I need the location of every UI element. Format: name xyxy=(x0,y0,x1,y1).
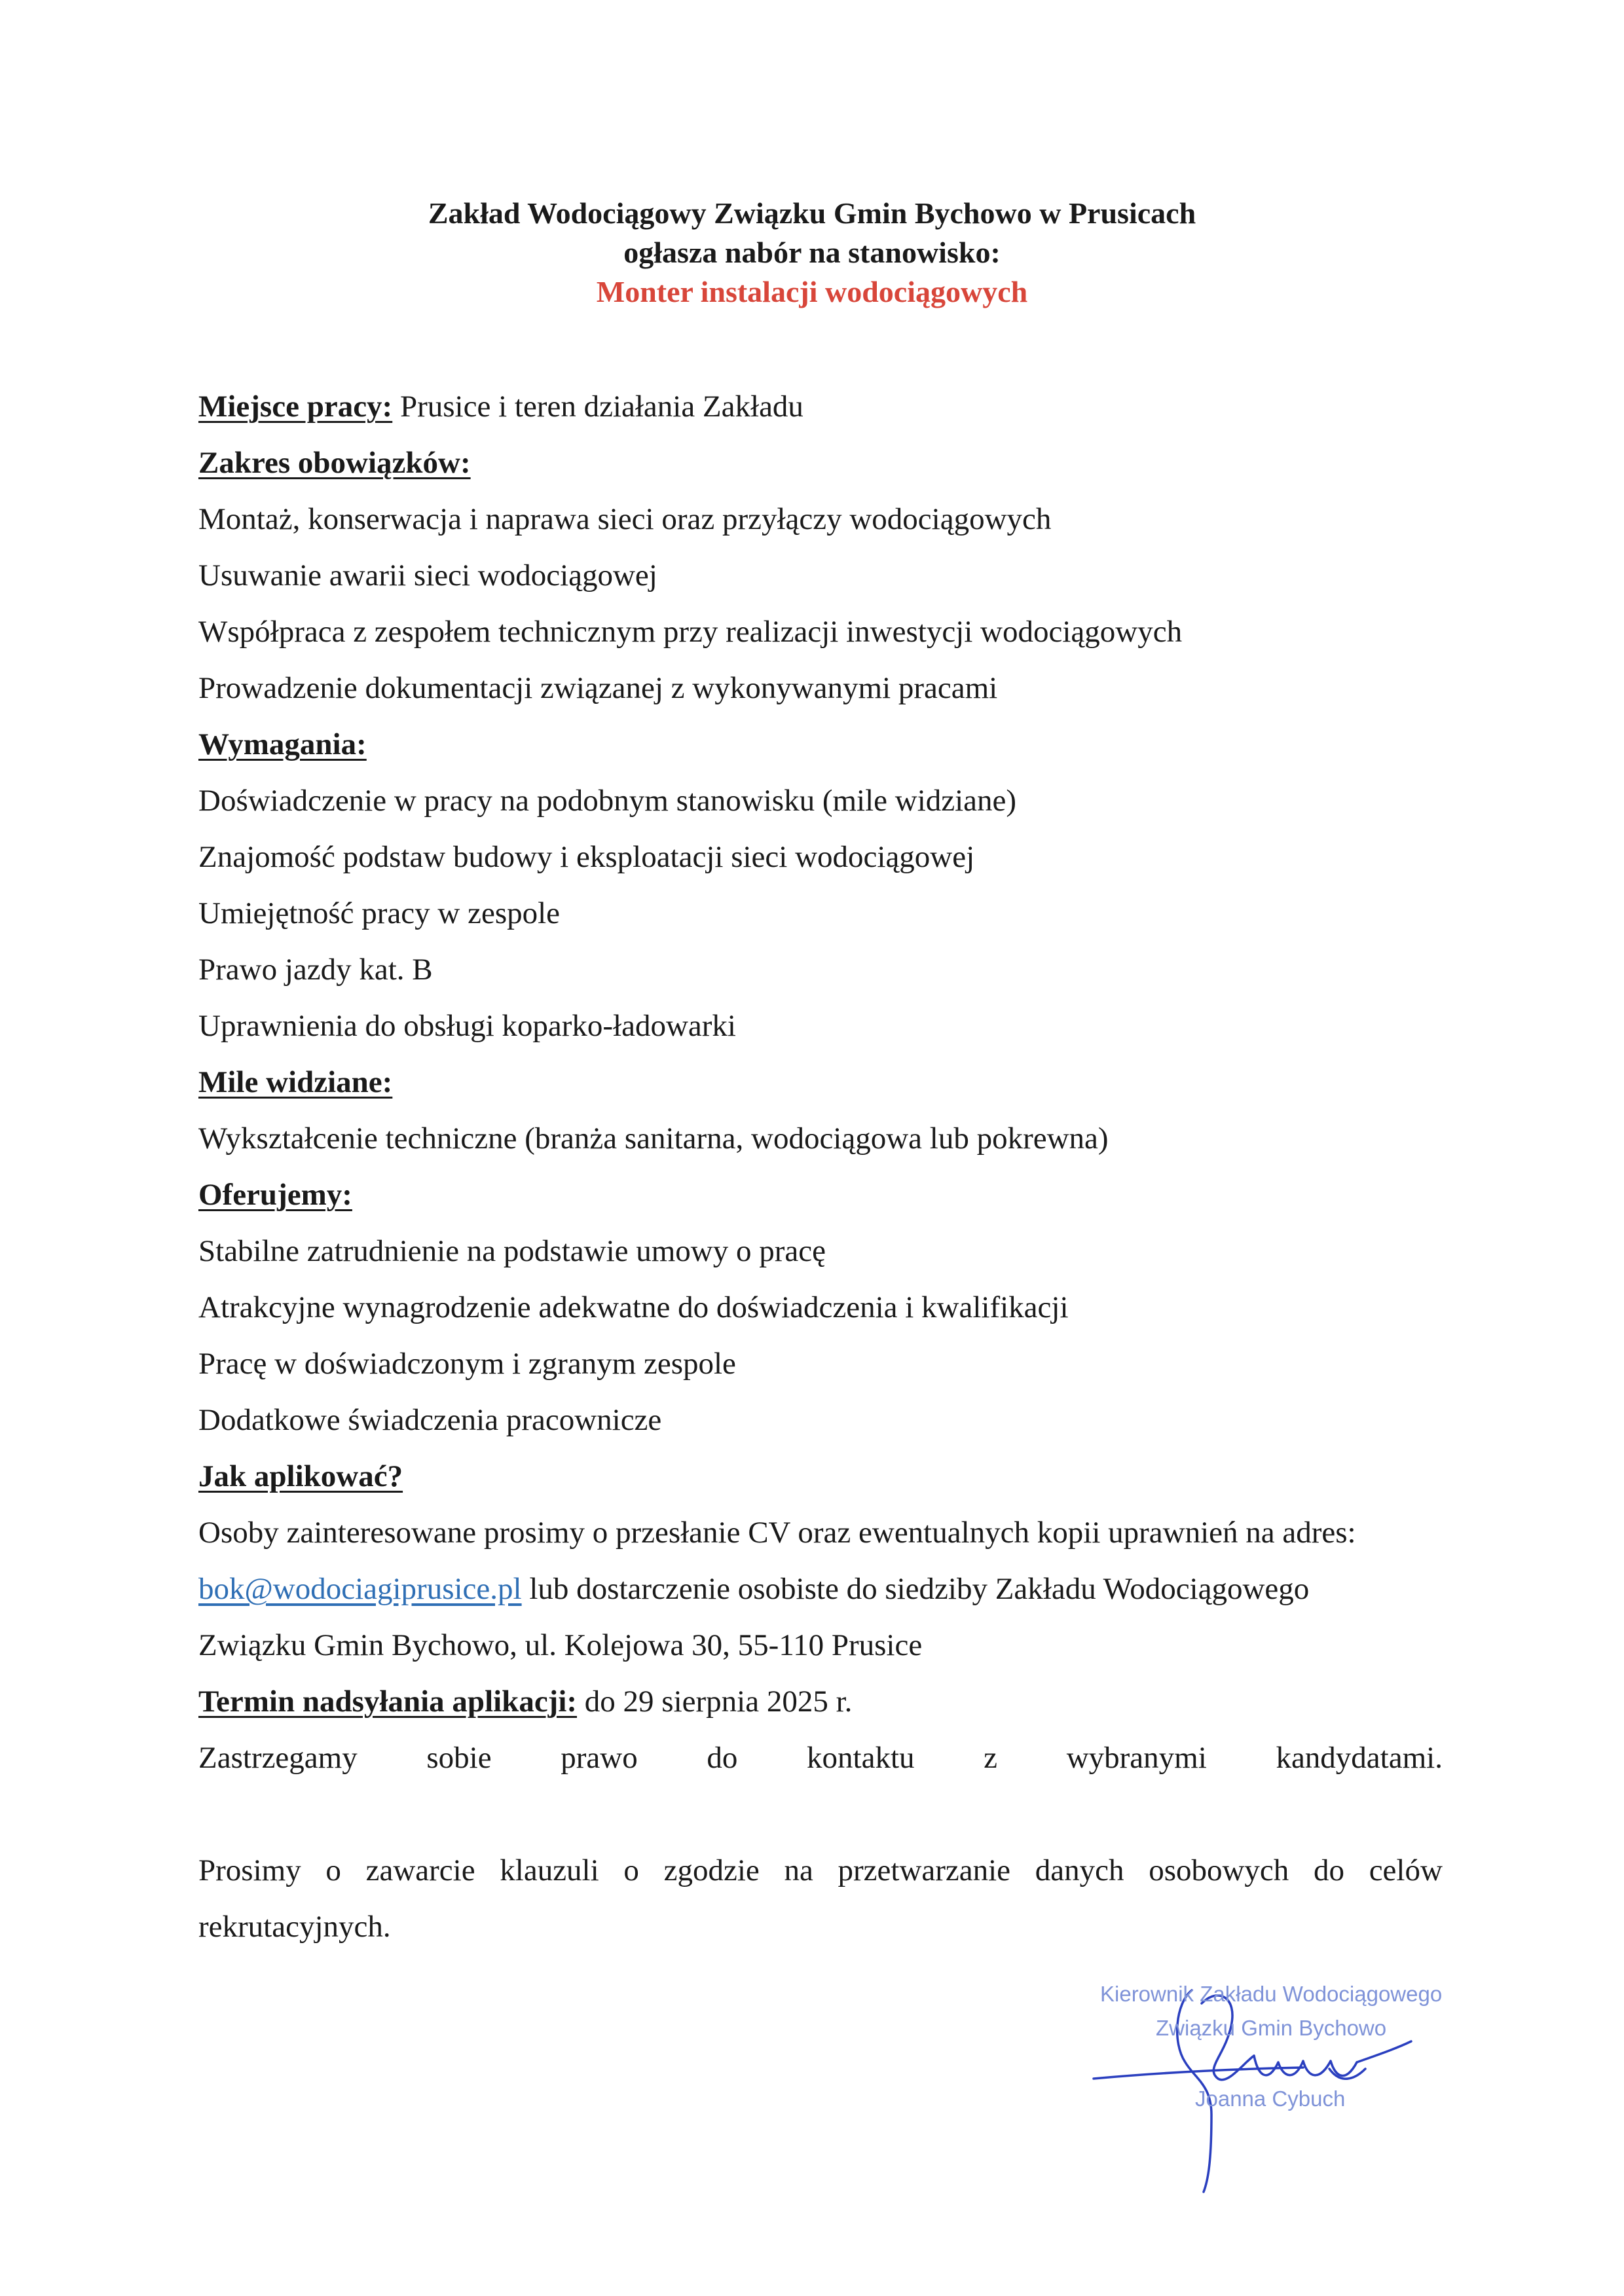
document-header xyxy=(0,194,1624,312)
offer-item: Stabilne zatrudnienie na podstawie umowy o pracę xyxy=(198,1234,826,1268)
duty-item: Montaż, konserwacja i naprawa sieci oraz przyłączy wodociągowych xyxy=(198,502,1052,536)
stamp-title: Kierownik Zakładu Wodociągowego xyxy=(1100,1982,1443,2006)
justified-word: na xyxy=(784,1853,813,1887)
signature-stamp xyxy=(1087,1977,1480,2116)
stamp-person-name: Joanna Cybuch xyxy=(1195,2086,1346,2111)
justified-word: Zastrzegamy xyxy=(198,1741,358,1775)
duty-item: Współpraca z zespołem technicznym przy realizacji inwestycji wodociągowych xyxy=(198,615,1183,649)
consent-line xyxy=(198,1848,1443,1904)
offer-item: Atrakcyjne wynagrodzenie adekwatne do doświadczenia i kwalifikacji xyxy=(198,1290,1069,1324)
requirement-item: Prawo jazdy kat. B xyxy=(198,953,433,987)
email-link[interactable]: bok@wodociagiprusice.pl xyxy=(198,1572,522,1606)
apply-text-line: Osoby zainteresowane prosimy o przesłanie CV oraz ewentualnych kopii uprawnień na adres: xyxy=(198,1516,1356,1550)
justified-word: zgodzie xyxy=(663,1853,760,1887)
offer-item: Dodatkowe świadczenia pracownicze xyxy=(198,1403,662,1437)
consent-end: rekrutacyjnych. xyxy=(198,1910,391,1944)
nice-to-have-heading: Mile widziane: xyxy=(198,1065,393,1099)
offer-item: Pracę w doświadczonym i zgranym zespole xyxy=(198,1347,736,1381)
address-line: Związku Gmin Bychowo, ul. Kolejowa 30, 55-110 Prusice xyxy=(198,1628,923,1662)
requirement-item: Doświadczenie w pracy na podobnym stanowisku (mile widziane) xyxy=(198,784,1017,818)
workplace-line xyxy=(198,384,1443,440)
deadline-label: Termin nadsyłania aplikacji: xyxy=(198,1685,578,1719)
position-title: Monter instalacji wodociągowych xyxy=(596,275,1028,308)
justified-word: sobie xyxy=(426,1741,492,1775)
company-name: Zakład Wodociągowy Związku Gmin Bychowo w Prusicach xyxy=(428,196,1196,230)
justified-word: do xyxy=(707,1741,738,1775)
requirements-heading: Wymagania: xyxy=(198,727,367,761)
justified-word: Prosimy xyxy=(198,1853,301,1887)
announcement-line: ogłasza nabór na stanowisko: xyxy=(623,236,1001,269)
justified-word: o xyxy=(325,1853,341,1887)
stamp-organization: Związku Gmin Bychowo xyxy=(1156,2016,1387,2040)
duty-item: Usuwanie awarii sieci wodociągowej xyxy=(198,558,657,592)
requirement-item: Znajomość podstaw budowy i eksploatacji sieci wodociągowej xyxy=(198,840,975,874)
justified-word: przetwarzanie xyxy=(838,1853,1011,1887)
duty-item: Prowadzenie dokumentacji związanej z wykonywanymi pracami xyxy=(198,671,998,705)
justified-word: prawo xyxy=(561,1741,638,1775)
announcement-body xyxy=(198,384,1443,1960)
apply-email-line xyxy=(198,1566,1443,1622)
justified-word: osobowych xyxy=(1149,1853,1289,1887)
justified-word: kontaktu xyxy=(807,1741,915,1775)
justified-word: do xyxy=(1313,1853,1344,1887)
justified-word: zawarcie xyxy=(365,1853,475,1887)
requirement-item: Umiejętność pracy w zespole xyxy=(198,896,561,930)
justified-word: klauzuli xyxy=(500,1853,599,1887)
nice-to-have-item: Wykształcenie techniczne (branża sanitarna, wodociągowa lub pokrewna) xyxy=(198,1121,1109,1156)
justified-word: kandydatami. xyxy=(1276,1741,1443,1775)
justified-word: celów xyxy=(1369,1853,1443,1887)
workplace-label: Miejsce pracy: xyxy=(198,390,393,424)
duties-heading: Zakres obowiązków: xyxy=(198,446,471,480)
paragraph-spacer xyxy=(198,1791,1443,1848)
offer-heading: Oferujemy: xyxy=(198,1178,352,1212)
deadline-line xyxy=(198,1679,1443,1735)
reserve-rights-line xyxy=(198,1735,1443,1791)
requirement-item: Uprawnienia do obsługi koparko-ładowarki xyxy=(198,1009,736,1043)
apply-heading: Jak aplikować? xyxy=(198,1459,403,1493)
deadline-value: do 29 sierpnia 2025 r. xyxy=(584,1685,853,1719)
apply-text-rest: lub dostarczenie osobiste do siedziby Zakładu Wodociągowego xyxy=(529,1572,1310,1606)
justified-word: z xyxy=(984,1741,998,1775)
justified-word: danych xyxy=(1035,1853,1124,1887)
justified-word: o xyxy=(623,1853,639,1887)
workplace-value: Prusice i teren działania Zakładu xyxy=(399,390,803,424)
justified-word: wybranymi xyxy=(1066,1741,1207,1775)
